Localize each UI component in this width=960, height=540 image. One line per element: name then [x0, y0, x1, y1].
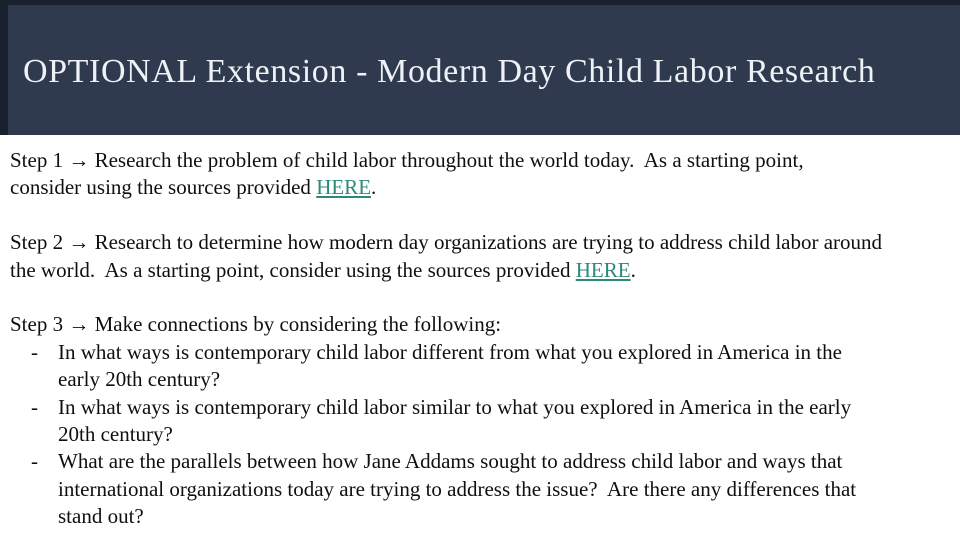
bullet1-line2: early 20th century?: [58, 367, 221, 392]
slide-title: OPTIONAL Extension - Modern Day Child Labor Research: [23, 52, 876, 90]
step1-here-link[interactable]: HERE: [316, 175, 372, 200]
spacer: [10, 202, 956, 229]
bullet-marker: -: [31, 339, 38, 364]
bullet-item: [10, 339, 956, 394]
bullet-item: [10, 394, 956, 449]
step1-line1: Step 1 → Research the problem of child labor throughout the world today. As a starting point,: [10, 148, 804, 172]
bullet3-line2: international organizations today are trying to address the issue? Are there any differences that: [58, 476, 857, 501]
spacer: [10, 284, 956, 311]
slide-body: [0, 135, 960, 531]
step2-here-link[interactable]: HERE: [575, 257, 631, 282]
bullet-text: [58, 394, 956, 449]
bullet2-line2: 20th century?: [58, 422, 173, 447]
step1-line2: [10, 174, 956, 201]
bullet-text: [58, 448, 956, 530]
bullet-marker: -: [31, 449, 38, 474]
bullet3-line1: What are the parallels between how Jane Addams sought to address child labor and ways that: [58, 449, 843, 474]
bullet-marker: -: [31, 394, 38, 419]
step1-line2-text: consider using the sources provided: [10, 175, 317, 200]
step1-line2-period: .: [371, 175, 377, 200]
step2-line1: Step 2 → Research to determine how modern day organizations are trying to address child labor around: [10, 230, 883, 255]
bullet-text: [58, 339, 956, 394]
bullet3-line3: stand out?: [58, 504, 144, 529]
bullet2-line1: In what ways is contemporary child labor similar to what you explored in America in the early: [58, 394, 852, 419]
bullet-item: [10, 448, 956, 530]
slide-header: [0, 0, 960, 135]
bullet1-line1: In what ways is contemporary child labor different from what you explored in America in the: [58, 339, 842, 364]
step2-line2: [10, 257, 956, 284]
step2-line2-text: the world. As a starting point, consider using the sources provided: [10, 257, 576, 282]
step2-line2-period: .: [630, 257, 636, 282]
step3-intro: Step 3 → Make connections by considering the following:: [10, 312, 502, 337]
